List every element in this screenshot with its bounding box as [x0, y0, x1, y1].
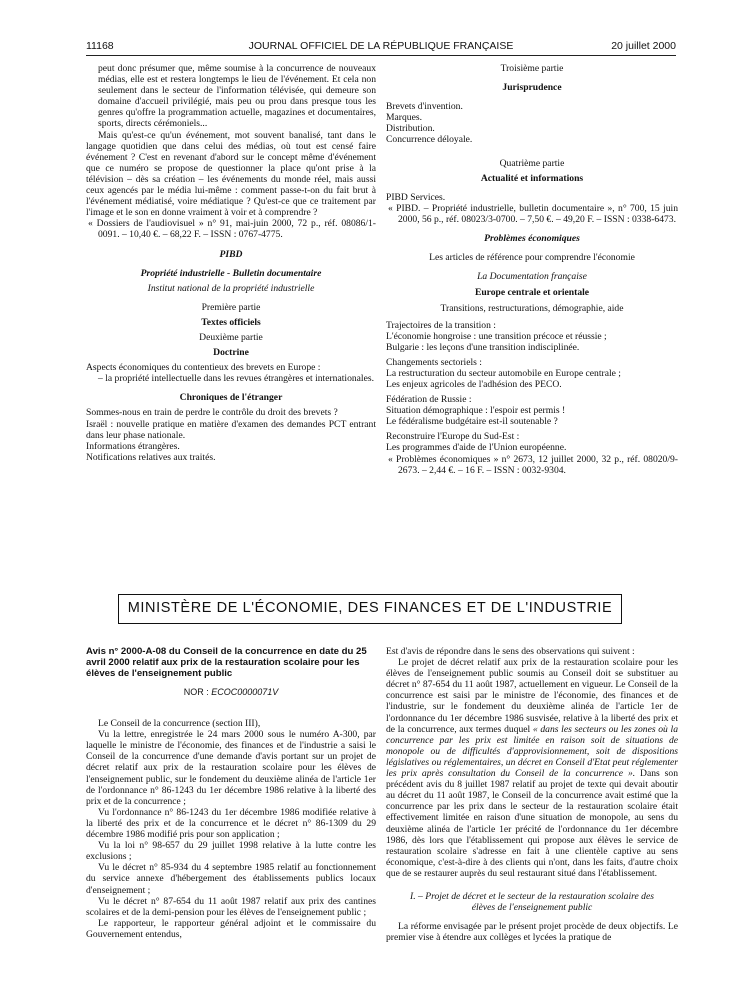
toc-item: La restructuration du secteur automobile en Europe centrale ;	[386, 367, 621, 379]
reference-pibd: « PIBD. – Propriété industrielle, bulletin documentaire », n° 700, 15 juin 2000, 56 p., réf. 08023/3-0700. – 7,50 €. – 49,20 F. – ISSN : 0338-6473.	[388, 202, 678, 225]
pibd-services: PIBD Services.	[386, 191, 446, 203]
column-2	[386, 63, 678, 476]
page-number: 11168	[86, 40, 114, 52]
ordonnance-quote: « dans les secteurs ou les zones où la concurrence par les prix est limitée en raison soit de situations de monopole ou de difficultés d'approvisionnement, soit de dispositions législatives ou réglementaires, un décret en Conseil d'Etat peut réglementer les prix après consultation du Conseil de la concurrence ».	[386, 723, 678, 780]
doctrine-item: Aspects économiques du contentieux des brevets en Europe :	[86, 362, 321, 374]
vu-paragraph: Vu l'ordonnance n° 86-1243 du 1er décembre 1986 modifiée relative à la liberté des prix et de la concurrence et le décret n° 86-1309 du 29 décembre 1986 modifié pris pour son application ;	[86, 806, 376, 841]
pibd-subtitle: Propriété industrielle - Bulletin documentaire	[140, 267, 322, 279]
toc-item: Situation démographique : l'espoir est permis !	[386, 405, 566, 417]
journal-title: JOURNAL OFFICIEL DE LA RÉPUBLIQUE FRANÇAISE	[248, 40, 514, 52]
ministry-banner: MINISTÈRE DE L'ÉCONOMIE, DES FINANCES ET DE L'INDUSTRIE	[118, 594, 622, 624]
column-1	[86, 63, 376, 463]
pe-region: Europe centrale et orientale	[474, 287, 590, 299]
toc-group-title: Changements sectoriels :	[386, 356, 482, 368]
juris-item: Concurrence déloyale.	[386, 134, 473, 146]
chronique-item: Informations étrangères.	[86, 440, 180, 452]
toc-group-title: Trajectoires de la transition :	[386, 319, 496, 331]
paragraph-projet-part-b: Dans son précédent avis du 8 juillet 1987 relatif au projet de texte qui devait aboutir au décret du 11 août 1987, le Conseil de la concurrence avait estimé que la concurrence par les prix dans le secteur de la restauration scolaire était effectivement limitée en raison d'une situation de monopole, au sens du deuxième alinéa de l'article 1er précité de l'ordonnance du 1er décembre 1986, dès lors que l'établissement qui propose aux élèves le service de restauration scolaire s'adresse en fait à une clientèle captive au sens économique, c'est-à-dire à des clients qui n'ont, dans les faits, d'autre choix que de se restaurer auprès du seul restaurant situé dans l'établissement.	[386, 768, 678, 879]
juris-item: Distribution.	[386, 123, 435, 135]
paragraph-projet-part-a: Le projet de décret relatif aux prix de la restauration scolaire pour les élèves de l'enseignement public soumis au Conseil doit se substituer au décret n° 87-654 du 11 août 1987, actuellement en vigueur. Le Conseil de la concurrence est saisi par le ministre de l'économie, des finances et de l'industrie, sur le fondement du deuxième alinéa de l'article 1er de l'ordonnance du 1er décembre 1986 susvisée, relative à la liberté des prix et de la concurrence, aux termes duquel	[386, 657, 679, 735]
chronique-item: Sommes-nous en train de perdre le contrôle du droit des brevets ?	[86, 407, 338, 419]
paragraph-event: peut donc présumer que, même soumise à la concurrence de nouveaux médias, elle est et restera longtemps le lieu de l'événement. Et cela non seulement dans le secteur de l'information télévisée, qui demeure son domaine d'accueil privilégié, mais peu ou prou dans presque tous les genres qu'offre la programmation actuelle, magazines et documentaires, sports, directs cérémoniels...	[98, 63, 376, 130]
toc-item: Bulgarie : les leçons d'une transition indisciplinée.	[386, 341, 580, 353]
reference-problemes: « Problèmes économiques » n° 2673, 12 juillet 2000, 32 p., réf. 08020/9-2673. – 2,44 €. – 16 F. – ISSN : 0032-9304.	[388, 453, 678, 476]
vu-paragraph: Vu la lettre, enregistrée le 24 mars 2000 sous le numéro A-300, par laquelle le ministre de l'économie, des finances et de l'industrie a saisi le Conseil de la concurrence d'une demande d'avis portant sur un projet de décret relatif aux prix de la restauration scolaire pour les élèves de l'enseignement public, sur le fondement du deuxième alinéa de l'article 1er de l'ordonnance n° 86-1243 du 1er décembre 1986 relative à la liberté des prix et de la concurrence ;	[86, 729, 376, 807]
part-1-title: Textes officiels	[201, 316, 261, 328]
est-avis: Est d'avis de répondre dans le sens des observations qui suivent :	[386, 646, 635, 657]
vu-paragraph: Le rapporteur, le rapporteur général adjoint et le commissaire du Gouvernement entendus,	[86, 917, 376, 940]
pe-source: La Documentation française	[477, 271, 587, 283]
header-rule	[86, 55, 676, 56]
chronique-item: Notifications relatives aux traités.	[86, 451, 216, 463]
part-2-label: Deuxième partie	[199, 331, 263, 343]
part-3-label: Troisième partie	[500, 63, 564, 74]
avis-title: Avis n° 2000-A-08 du Conseil de la concurrence en date du 25 avril 2000 relatif aux prix de la restauration scolaire pour les élèves de l'enseignement public	[86, 646, 367, 679]
paragraph-question: Mais qu'est-ce qu'un événement, mot souvent banalisé, tant dans le langage quotidien que dans celui des médias, où tout est censé faire événement ? C'est en revenant d'abord sur le concept même d'événement que ce numéro se propose de questionner la place qu'ont prise à la télévision – dès sa création – les événements du monde réel, mais aussi ceux agencés par le média lui-même : comment passe-t-on du fait brut à l'événement médiatisé, voire médiatique ? Qu'est-ce que ce traitement par l'image et le son en donne vraiment à voir et à comprendre ?	[86, 129, 376, 219]
reference-dossiers: « Dossiers de l'audiovisuel » n° 91, mai-juin 2000, 72 p., réf. 08086/1-0091. – 10,40 €. – 68,22 F. – ISSN : 0767-4775.	[88, 218, 376, 241]
chroniques-title: Chroniques de l'étranger	[179, 392, 283, 404]
toc-item: Le fédéralisme budgétaire est-il soutenable ?	[386, 416, 558, 428]
pibd-institute: Institut national de la propriété industrielle	[147, 282, 315, 294]
paragraph-projet	[386, 657, 678, 879]
page-header	[86, 40, 676, 56]
issue-date: 20 juillet 2000	[611, 40, 676, 52]
nor-reference	[86, 687, 376, 698]
part-4-title: Actualité et informations	[480, 172, 584, 184]
conseil-line: Le Conseil de la concurrence (section III),	[98, 718, 261, 730]
pe-intro: Les articles de référence pour comprendre l'économie	[429, 252, 635, 264]
section-heading-pibd: PIBD	[219, 248, 243, 260]
section-heading-problemes: Problèmes économiques	[484, 233, 580, 245]
section-heading-I: I. – Projet de décret et le secteur de la restauration scolaire des élèves de l'enseignement public	[410, 890, 654, 914]
doctrine-subitem: – la propriété intellectuelle dans les revues étrangères et internationales.	[98, 373, 374, 385]
column-3	[86, 646, 376, 940]
toc-item: Les programmes d'aide de l'Union européenne.	[386, 442, 567, 454]
toc-item: L'économie hongroise : une transition précoce et réussie ;	[386, 330, 607, 342]
part-2-title: Doctrine	[213, 347, 249, 359]
paragraph-reforme: La réforme envisagée par le présent projet procède de deux objectifs. Le premier vise à étendre aux collèges et lycées la pratique de	[386, 921, 678, 944]
vu-paragraph: Vu le décret n° 85-934 du 4 septembre 1985 relatif au fonctionnement du service annexe d'hébergement des établissements publics locaux d'enseignement ;	[86, 862, 376, 896]
vu-paragraph: Vu le décret n° 87-654 du 11 août 1987 relatif aux prix des cantines scolaires et de la demi-pension pour les élèves de l'enseignement public ;	[86, 895, 376, 918]
toc-group-title: Fédération de Russie :	[386, 394, 472, 406]
toc-group-title: Reconstruire l'Europe du Sud-Est :	[386, 431, 520, 443]
part-3-title: Jurisprudence	[502, 82, 562, 94]
vu-paragraph: Vu la loi n° 98-657 du 29 juillet 1998 relative à la lutte contre les exclusions ;	[86, 840, 376, 863]
part-4-label: Quatrième partie	[499, 157, 565, 169]
toc-item: Les enjeux agricoles de l'adhésion des PECO.	[386, 378, 562, 390]
pe-topics: Transitions, restructurations, démographie, aide	[440, 303, 624, 315]
nor-code: ECOC0000071V	[211, 687, 279, 697]
part-1-label: Première partie	[201, 301, 261, 313]
chronique-item: Israël : nouvelle pratique en matière d'examen des demandes PCT entrant dans leur phase nationale.	[86, 418, 376, 441]
juris-item: Marques.	[386, 112, 422, 124]
column-4	[386, 646, 678, 943]
nor-label: NOR :	[183, 687, 212, 697]
juris-item: Brevets d'invention.	[386, 101, 463, 113]
